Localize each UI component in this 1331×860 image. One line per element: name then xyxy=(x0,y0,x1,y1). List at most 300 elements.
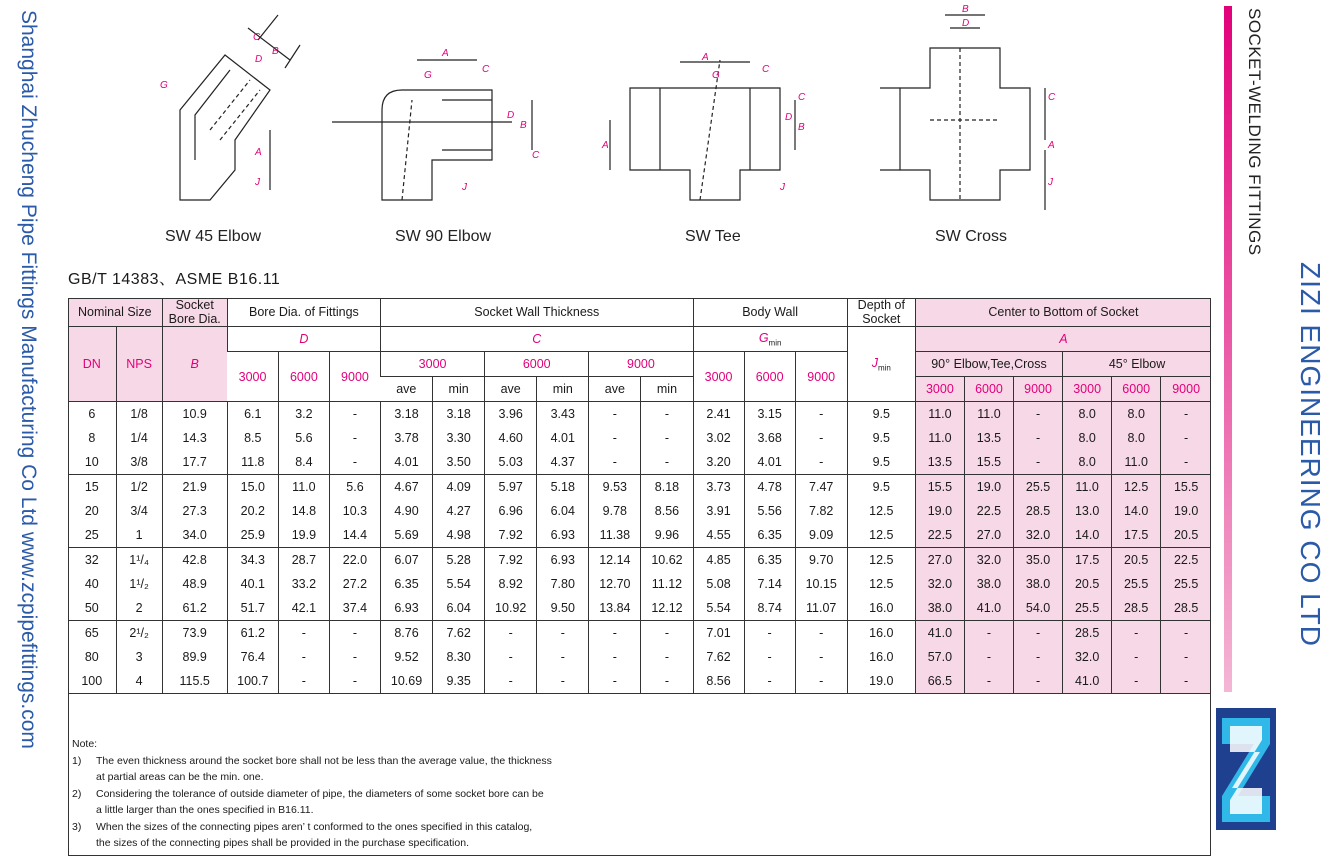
table-cell: 14.8 xyxy=(278,499,329,523)
svg-text:A: A xyxy=(1048,140,1055,151)
table-cell: 32 xyxy=(68,548,116,573)
table-cell: 17.5 xyxy=(1063,548,1112,573)
table-cell: 1 xyxy=(116,523,162,548)
table-cell: 3.30 xyxy=(433,426,485,450)
svg-text:J: J xyxy=(462,182,467,193)
svg-text:B: B xyxy=(798,122,805,133)
table-cell: 57.0 xyxy=(915,645,964,669)
table-cell: - xyxy=(795,402,847,427)
table-cell: - xyxy=(537,669,589,694)
table-cell: 4.78 xyxy=(744,475,795,500)
table-cell: 6.04 xyxy=(433,596,485,621)
table-cell: 1¹/₂ xyxy=(116,572,162,596)
table-cell: 13.0 xyxy=(1063,499,1112,523)
company-name: ZIZI ENGINEERING CO LTD xyxy=(1295,262,1326,647)
table-cell: - xyxy=(641,426,693,450)
table-cell: 3.50 xyxy=(433,450,485,475)
table-cell: 9.50 xyxy=(537,596,589,621)
svg-text:D: D xyxy=(785,112,793,123)
table-cell: 27.2 xyxy=(329,572,380,596)
table-body xyxy=(68,402,1211,694)
table-cell: 4.01 xyxy=(744,450,795,475)
table-row xyxy=(68,572,1211,596)
table-cell: 41.0 xyxy=(1063,669,1112,694)
table-cell: 17.5 xyxy=(1112,523,1161,548)
table-cell: 28.5 xyxy=(1161,596,1211,621)
svg-text:B: B xyxy=(962,4,969,15)
table-cell: 16.0 xyxy=(847,621,915,646)
notes xyxy=(72,736,692,852)
table-cell: 9.5 xyxy=(847,402,915,427)
table-row xyxy=(68,402,1211,427)
table-cell: - xyxy=(641,621,693,646)
table-cell: 41.0 xyxy=(915,621,964,646)
table-row xyxy=(68,596,1211,621)
table-cell: - xyxy=(1161,645,1211,669)
table-cell: 54.0 xyxy=(1014,596,1063,621)
table-cell: - xyxy=(795,645,847,669)
table-cell: 14.0 xyxy=(1063,523,1112,548)
svg-text:G: G xyxy=(712,70,720,81)
table-cell: 27.0 xyxy=(915,548,964,573)
table-cell: 7.62 xyxy=(433,621,485,646)
table-cell: 25.5 xyxy=(1014,475,1063,500)
table-cell: - xyxy=(641,669,693,694)
table-cell: 20.5 xyxy=(1112,548,1161,573)
table-cell: 25.9 xyxy=(227,523,278,548)
table-cell: 32.0 xyxy=(915,572,964,596)
table-row xyxy=(68,669,1211,694)
table-cell: 9.52 xyxy=(381,645,433,669)
table-cell: 11.0 xyxy=(915,426,964,450)
table-cell: 15.5 xyxy=(915,475,964,500)
table-cell: - xyxy=(1161,621,1211,646)
table-cell: 8.0 xyxy=(1112,402,1161,427)
table-cell: - xyxy=(1014,450,1063,475)
diagram-sw-cross xyxy=(870,0,1070,220)
svg-text:C: C xyxy=(253,32,261,43)
table-cell: 6.1 xyxy=(227,402,278,427)
table-cell: 3.73 xyxy=(693,475,744,500)
table-cell: 25.5 xyxy=(1161,572,1211,596)
table-cell: - xyxy=(537,621,589,646)
table-cell: - xyxy=(964,621,1013,646)
svg-text:B: B xyxy=(520,120,527,131)
table-cell: 61.2 xyxy=(162,596,227,621)
table-cell: - xyxy=(329,669,380,694)
table-cell: 7.92 xyxy=(485,523,537,548)
table-cell: - xyxy=(485,645,537,669)
table-cell: 6.35 xyxy=(744,548,795,573)
table-cell: 6.93 xyxy=(537,548,589,573)
table-cell: 7.01 xyxy=(693,621,744,646)
table-cell: 28.7 xyxy=(278,548,329,573)
table-cell: 5.6 xyxy=(329,475,380,500)
table-cell: - xyxy=(278,621,329,646)
table-cell: 16.0 xyxy=(847,596,915,621)
table-cell: 3.2 xyxy=(278,402,329,427)
table-cell: 9.5 xyxy=(847,475,915,500)
table-row xyxy=(68,548,1211,573)
label-sw-cross: SW Cross xyxy=(935,228,1007,245)
table-cell: 3.68 xyxy=(744,426,795,450)
table-cell: 19.9 xyxy=(278,523,329,548)
table-cell: 12.5 xyxy=(1112,475,1161,500)
table-cell: 5.54 xyxy=(433,572,485,596)
table-cell: 11.12 xyxy=(641,572,693,596)
table-cell: 6.35 xyxy=(381,572,433,596)
table-cell: 11.0 xyxy=(1112,450,1161,475)
table-row xyxy=(68,475,1211,500)
table-cell: - xyxy=(795,621,847,646)
table-cell: - xyxy=(278,645,329,669)
table-cell: 8.0 xyxy=(1112,426,1161,450)
table-cell: 20.5 xyxy=(1063,572,1112,596)
table-cell: 27.0 xyxy=(964,523,1013,548)
table-cell: 6.93 xyxy=(537,523,589,548)
table-cell: 7.92 xyxy=(485,548,537,573)
table-cell: 66.5 xyxy=(915,669,964,694)
table-cell: 19.0 xyxy=(964,475,1013,500)
table-cell: - xyxy=(744,621,795,646)
svg-text:A: A xyxy=(255,147,262,158)
table-cell: 8.5 xyxy=(227,426,278,450)
table-cell: 3.15 xyxy=(744,402,795,427)
table-cell: 7.62 xyxy=(693,645,744,669)
table-cell: 9.5 xyxy=(847,450,915,475)
table-cell: 6.07 xyxy=(381,548,433,573)
table-cell: 25.5 xyxy=(1112,572,1161,596)
table-cell: - xyxy=(795,450,847,475)
table-cell: 1¹/₄ xyxy=(116,548,162,573)
table-cell: - xyxy=(1161,669,1211,694)
table-cell: 12.5 xyxy=(847,548,915,573)
table-cell: 4.60 xyxy=(485,426,537,450)
table-cell: 8.18 xyxy=(641,475,693,500)
table-cell: 6 xyxy=(68,402,116,427)
table-cell: 19.0 xyxy=(915,499,964,523)
table-cell: - xyxy=(744,645,795,669)
table-cell: 38.0 xyxy=(1014,572,1063,596)
standard-reference: GB/T 14383、ASME B16.11 xyxy=(68,271,281,288)
table-cell: 33.2 xyxy=(278,572,329,596)
table-cell: 35.0 xyxy=(1014,548,1063,573)
table-cell: 2.41 xyxy=(693,402,744,427)
table-cell: 8.92 xyxy=(485,572,537,596)
table-cell: 9.96 xyxy=(641,523,693,548)
table-cell: 22.5 xyxy=(1161,548,1211,573)
table-cell: 21.9 xyxy=(162,475,227,500)
table-cell: 8.4 xyxy=(278,450,329,475)
table-cell: - xyxy=(1161,402,1211,427)
svg-text:G: G xyxy=(424,70,432,81)
side-company-label: Shanghai Zhucheng Pipe Fittings Manufacturing Co Ltd www.zcpipefittings.com xyxy=(17,10,40,749)
table-cell: 22.5 xyxy=(915,523,964,548)
table-cell: 8 xyxy=(68,426,116,450)
table-cell: 8.0 xyxy=(1063,426,1112,450)
table-cell: 4.01 xyxy=(381,450,433,475)
table-cell: 3.20 xyxy=(693,450,744,475)
table-cell: 4.90 xyxy=(381,499,433,523)
table-cell: 6.96 xyxy=(485,499,537,523)
table-cell: 12.70 xyxy=(589,572,641,596)
table-cell: 14.0 xyxy=(1112,499,1161,523)
table-cell: 4 xyxy=(116,669,162,694)
table-cell: - xyxy=(1161,426,1211,450)
table-cell: 3/8 xyxy=(116,450,162,475)
table-cell: - xyxy=(589,669,641,694)
table-cell: 8.30 xyxy=(433,645,485,669)
table-cell: - xyxy=(1112,645,1161,669)
note-item: 2) Considering the tolerance of outside diameter of pipe, the diameters of some socket bore can be a little larger than the ones specified in B16.11. xyxy=(72,787,544,816)
table-cell: 6.35 xyxy=(744,523,795,548)
table-cell: 34.0 xyxy=(162,523,227,548)
svg-text:G: G xyxy=(160,80,168,91)
table-cell: 100.7 xyxy=(227,669,278,694)
table-cell: 89.9 xyxy=(162,645,227,669)
table-cell: 25 xyxy=(68,523,116,548)
table-cell: 8.56 xyxy=(693,669,744,694)
table-cell: 10.92 xyxy=(485,596,537,621)
table-row xyxy=(68,645,1211,669)
table-cell: 28.5 xyxy=(1014,499,1063,523)
table-cell: 3.96 xyxy=(485,402,537,427)
table-cell: 9.78 xyxy=(589,499,641,523)
table-cell: 9.53 xyxy=(589,475,641,500)
table-cell: - xyxy=(1014,402,1063,427)
table-cell: 16.0 xyxy=(847,645,915,669)
fitting-diagrams xyxy=(60,0,1210,260)
table-cell: 10 xyxy=(68,450,116,475)
table-cell: 80 xyxy=(68,645,116,669)
table-cell: 20.2 xyxy=(227,499,278,523)
table-cell: - xyxy=(589,621,641,646)
table-cell: 3.02 xyxy=(693,426,744,450)
table-cell: 3.91 xyxy=(693,499,744,523)
svg-text:D: D xyxy=(962,18,970,29)
table-cell: 11.0 xyxy=(278,475,329,500)
table-cell: 25.5 xyxy=(1063,596,1112,621)
table-cell: 7.14 xyxy=(744,572,795,596)
header-row-title: Nominal Size Socket Bore Dia. Bore Dia. of Fittings Socket Wall Thickness Body Wall Depth of Socket Center to Bottom of Socket xyxy=(68,298,1211,327)
table-cell: 15.0 xyxy=(227,475,278,500)
table-cell: 13.5 xyxy=(964,426,1013,450)
table-cell: - xyxy=(641,402,693,427)
diagram-sw90-elbow xyxy=(332,0,562,220)
table-cell: - xyxy=(1112,621,1161,646)
table-cell: - xyxy=(485,669,537,694)
table-cell: - xyxy=(329,450,380,475)
table-cell: 61.2 xyxy=(227,621,278,646)
table-cell: 32.0 xyxy=(964,548,1013,573)
table-cell: 4.55 xyxy=(693,523,744,548)
table-cell: 8.56 xyxy=(641,499,693,523)
table-cell: - xyxy=(1014,426,1063,450)
table-cell: 1/8 xyxy=(116,402,162,427)
table-cell: 41.0 xyxy=(964,596,1013,621)
table-cell: 8.76 xyxy=(381,621,433,646)
svg-text:J: J xyxy=(255,177,260,188)
table-cell: 10.62 xyxy=(641,548,693,573)
table-cell: - xyxy=(964,645,1013,669)
table-cell: 10.3 xyxy=(329,499,380,523)
table-cell: 11.38 xyxy=(589,523,641,548)
table-cell: - xyxy=(329,402,380,427)
table-cell: 9.5 xyxy=(847,426,915,450)
table-cell: 32.0 xyxy=(1014,523,1063,548)
table-cell: 5.6 xyxy=(278,426,329,450)
table-cell: 37.4 xyxy=(329,596,380,621)
table-cell: 4.85 xyxy=(693,548,744,573)
table-cell: 9.70 xyxy=(795,548,847,573)
svg-text:J: J xyxy=(1048,177,1053,188)
table-cell: - xyxy=(641,450,693,475)
table-cell: 12.5 xyxy=(847,523,915,548)
table-cell: 28.5 xyxy=(1112,596,1161,621)
table-cell: 42.8 xyxy=(162,548,227,573)
table-cell: 3/4 xyxy=(116,499,162,523)
section-title: SOCKET-WELDING FITTINGS xyxy=(1245,8,1264,256)
table-cell: 8.0 xyxy=(1063,402,1112,427)
table-cell: 7.47 xyxy=(795,475,847,500)
table-cell: - xyxy=(1161,450,1211,475)
table-cell: 5.18 xyxy=(537,475,589,500)
table-cell: 2¹/₂ xyxy=(116,621,162,646)
table-row xyxy=(68,426,1211,450)
table-cell: - xyxy=(278,669,329,694)
table-cell: - xyxy=(641,645,693,669)
table-cell: 15.5 xyxy=(1161,475,1211,500)
table-cell: 11.0 xyxy=(915,402,964,427)
svg-text:C: C xyxy=(532,150,540,161)
table-cell: - xyxy=(1014,621,1063,646)
table-cell: 1/4 xyxy=(116,426,162,450)
table-cell: - xyxy=(795,669,847,694)
table-cell: 4.01 xyxy=(537,426,589,450)
table-cell: 4.98 xyxy=(433,523,485,548)
table-cell: - xyxy=(589,426,641,450)
table-cell: 5.56 xyxy=(744,499,795,523)
table-cell: 4.09 xyxy=(433,475,485,500)
table-cell: 15.5 xyxy=(964,450,1013,475)
note-item: 1) The even thickness around the socket bore shall not be less than the average value, the thickness at partial areas can be the min. one. xyxy=(72,754,552,783)
table-cell: - xyxy=(485,621,537,646)
table-cell: 22.5 xyxy=(964,499,1013,523)
company-logo-icon xyxy=(1212,704,1280,834)
notes-title: Note: xyxy=(72,738,98,750)
table-cell: 100 xyxy=(68,669,116,694)
header-row-sub: ave min ave min ave min 3000 6000 9000 3000 6000 9000 xyxy=(68,377,1211,402)
table-cell: 40 xyxy=(68,572,116,596)
svg-text:B: B xyxy=(272,46,279,57)
table-cell: 3.43 xyxy=(537,402,589,427)
table-cell: 7.80 xyxy=(537,572,589,596)
table-cell: - xyxy=(589,450,641,475)
table-cell: 11.07 xyxy=(795,596,847,621)
table-cell: 14.4 xyxy=(329,523,380,548)
table-cell: 6.04 xyxy=(537,499,589,523)
table-cell: 3.78 xyxy=(381,426,433,450)
table-cell: 12.12 xyxy=(641,596,693,621)
table-cell: - xyxy=(589,645,641,669)
table-cell: 12.5 xyxy=(847,572,915,596)
table-cell: 11.0 xyxy=(1063,475,1112,500)
table-cell: 50 xyxy=(68,596,116,621)
table-cell: - xyxy=(964,669,1013,694)
table-cell: 13.84 xyxy=(589,596,641,621)
table-cell: - xyxy=(589,402,641,427)
table-cell: 65 xyxy=(68,621,116,646)
table-cell: 9.35 xyxy=(433,669,485,694)
table-cell: - xyxy=(1014,669,1063,694)
table-cell: 9.09 xyxy=(795,523,847,548)
table-cell: 14.3 xyxy=(162,426,227,450)
table-cell: 1/2 xyxy=(116,475,162,500)
table-cell: - xyxy=(1112,669,1161,694)
table-cell: - xyxy=(329,621,380,646)
table-cell: 22.0 xyxy=(329,548,380,573)
table-cell: 19.0 xyxy=(1161,499,1211,523)
table-cell: 51.7 xyxy=(227,596,278,621)
table-cell: 12.5 xyxy=(847,499,915,523)
table-cell: 4.27 xyxy=(433,499,485,523)
table-cell: 42.1 xyxy=(278,596,329,621)
diagram-sw45-elbow xyxy=(150,0,310,220)
table-cell: 11.8 xyxy=(227,450,278,475)
table-cell: 8.0 xyxy=(1063,450,1112,475)
table-cell: 4.37 xyxy=(537,450,589,475)
table-cell: - xyxy=(537,645,589,669)
svg-text:C: C xyxy=(1048,92,1056,103)
label-sw-tee: SW Tee xyxy=(685,228,741,245)
table-cell: 115.5 xyxy=(162,669,227,694)
table-cell: 19.0 xyxy=(847,669,915,694)
table-cell: 40.1 xyxy=(227,572,278,596)
table-cell: 7.82 xyxy=(795,499,847,523)
table-cell: - xyxy=(1014,645,1063,669)
table-cell: 38.0 xyxy=(915,596,964,621)
table-cell: 17.7 xyxy=(162,450,227,475)
header-row-symbols: DN NPS B D C $G_{min}$ $J_{min}$ A xyxy=(68,327,1211,352)
table-cell: 5.28 xyxy=(433,548,485,573)
label-sw90-elbow: SW 90 Elbow xyxy=(395,228,492,245)
table-cell: 5.03 xyxy=(485,450,537,475)
svg-text:D: D xyxy=(507,110,515,121)
table-cell: 32.0 xyxy=(1063,645,1112,669)
table-cell: 15 xyxy=(68,475,116,500)
table-cell: 5.97 xyxy=(485,475,537,500)
svg-text:A: A xyxy=(702,52,709,63)
table-cell: - xyxy=(795,426,847,450)
table-cell: - xyxy=(744,669,795,694)
table-cell: 5.54 xyxy=(693,596,744,621)
table-cell: 12.14 xyxy=(589,548,641,573)
svg-text:J: J xyxy=(780,182,785,193)
table-cell: 20 xyxy=(68,499,116,523)
table-cell: 5.69 xyxy=(381,523,433,548)
table-cell: 6.93 xyxy=(381,596,433,621)
table-cell: - xyxy=(329,426,380,450)
note-item: 3) When the sizes of the connecting pipes aren’ t conformed to the ones specified in this catalog, the sizes of the connecting pipes shall be provided in the purchase specification. xyxy=(72,820,533,849)
table-cell: 38.0 xyxy=(964,572,1013,596)
table-cell: 76.4 xyxy=(227,645,278,669)
table-cell: 3.18 xyxy=(381,402,433,427)
svg-text:C: C xyxy=(762,64,770,75)
svg-text:D: D xyxy=(255,54,263,65)
table-cell: 10.9 xyxy=(162,402,227,427)
table-cell: 28.5 xyxy=(1063,621,1112,646)
table-cell: 20.5 xyxy=(1161,523,1211,548)
